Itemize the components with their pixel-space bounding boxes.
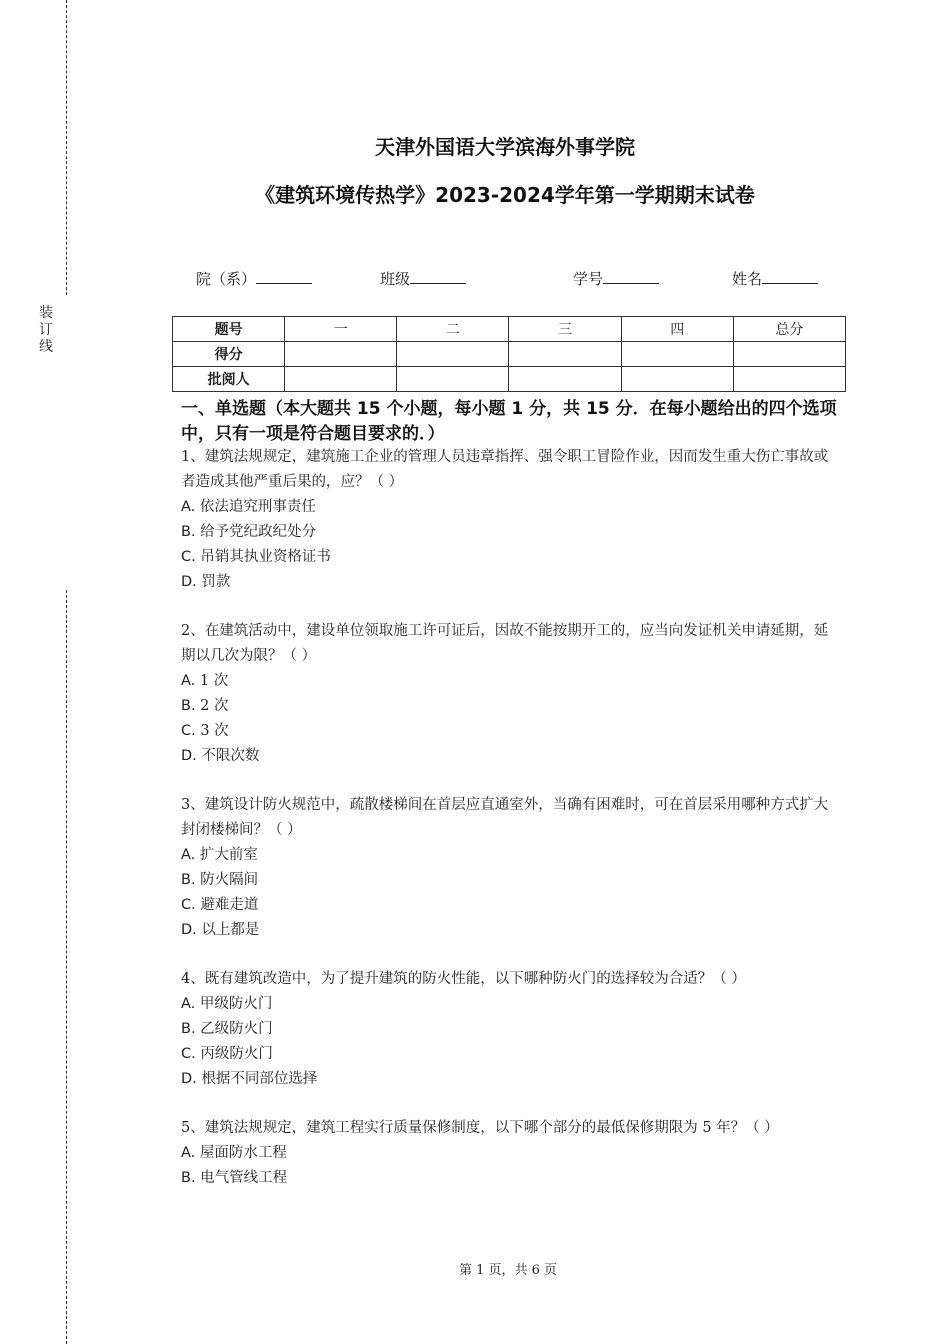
- department-blank[interactable]: [256, 269, 312, 284]
- question-stem: 4、既有建筑改造中，为了提升建筑的防火性能，以下哪种防火门的选择较为合适？（ ）: [181, 971, 746, 987]
- student-id-field[interactable]: [573, 268, 659, 289]
- exam-title: 《建筑环境传热学》2023-2024学年第一学期期末试卷: [255, 183, 755, 207]
- question-1: [181, 445, 841, 595]
- option-letter: D.: [181, 748, 197, 764]
- option-text: 吊销其执业资格证书: [195, 549, 331, 565]
- option-b[interactable]: [181, 868, 841, 893]
- score-table-header-cell: 总分: [733, 317, 845, 342]
- option-letter: C.: [181, 1046, 196, 1062]
- name-field[interactable]: [732, 268, 818, 289]
- option-text: 1 次: [195, 673, 229, 689]
- score-table-header-cell: 二: [397, 317, 509, 342]
- option-c[interactable]: [181, 545, 841, 570]
- option-d[interactable]: [181, 744, 841, 769]
- score-cell[interactable]: [285, 342, 397, 367]
- option-text: 2 次: [195, 698, 229, 714]
- option-letter: A.: [181, 847, 196, 863]
- option-a[interactable]: [181, 843, 841, 868]
- question-5: [181, 1116, 841, 1191]
- option-text: 屋面防水工程: [195, 1145, 287, 1161]
- score-table-header-cell: 四: [621, 317, 733, 342]
- grader-cell[interactable]: [285, 367, 397, 392]
- option-d[interactable]: [181, 918, 841, 943]
- option-b[interactable]: [181, 520, 841, 545]
- question-4: [181, 967, 841, 1092]
- option-letter: D.: [181, 574, 197, 590]
- section-heading: 一、单选题（本大题共 15 个小题，每小题 1 分，共 15 分．在每小题给出的四个选项中，只有一项是符合题目要求的．）: [181, 399, 837, 444]
- binding-char: 线: [39, 339, 53, 355]
- question-2: [181, 619, 841, 769]
- option-a[interactable]: [181, 669, 841, 694]
- score-table-header-row: [173, 317, 846, 342]
- option-letter: B.: [181, 698, 196, 714]
- option-a[interactable]: [181, 992, 841, 1017]
- option-b[interactable]: [181, 1017, 841, 1042]
- score-table-header-cell: 一: [285, 317, 397, 342]
- option-text: 丙级防火门: [195, 1046, 273, 1062]
- name-label: 姓名: [732, 270, 763, 288]
- department-label: 院（系）: [196, 270, 257, 288]
- score-table-header-cell: 三: [509, 317, 621, 342]
- option-text: 不限次数: [196, 748, 260, 764]
- question-3: [181, 793, 841, 943]
- score-cell[interactable]: [621, 342, 733, 367]
- option-letter: C.: [181, 723, 196, 739]
- option-text: 乙级防火门: [195, 1021, 273, 1037]
- score-row-label: 得分: [173, 342, 285, 367]
- binding-line-bottom: [66, 590, 67, 1344]
- option-text: 给予党纪政纪处分: [195, 524, 317, 540]
- option-letter: A.: [181, 996, 196, 1012]
- option-letter: D.: [181, 1071, 197, 1087]
- option-text: 以上都是: [196, 922, 260, 938]
- score-cell[interactable]: [733, 342, 845, 367]
- option-letter: A.: [181, 499, 196, 515]
- binding-char: 装: [39, 305, 53, 321]
- option-c[interactable]: [181, 893, 841, 918]
- option-text: 避难走道: [195, 897, 259, 913]
- binding-char: 订: [39, 322, 53, 338]
- student-info-row: [0, 268, 950, 292]
- question-stem: 2、在建筑活动中，建设单位领取施工许可证后，因故不能按期开工的，应当向发证机关申请延期，延期以几次为限？（ ）: [181, 623, 829, 664]
- option-letter: A.: [181, 673, 196, 689]
- question-stem: 5、建筑法规规定，建筑工程实行质量保修制度，以下哪个部分的最低保修期限为 5 年？（ ）: [181, 1120, 779, 1136]
- score-table-row: [173, 367, 846, 392]
- option-letter: B.: [181, 1021, 196, 1037]
- option-letter: B.: [181, 1170, 196, 1186]
- grader-cell[interactable]: [733, 367, 845, 392]
- option-text: 扩大前室: [195, 847, 258, 863]
- option-letter: B.: [181, 872, 196, 888]
- class-label: 班级: [380, 270, 411, 288]
- option-letter: D.: [181, 922, 197, 938]
- option-a[interactable]: [181, 1141, 841, 1166]
- score-table: [172, 316, 846, 392]
- option-text: 依法追究刑事责任: [195, 499, 316, 515]
- score-table-header-cell: 题号: [173, 317, 285, 342]
- option-b[interactable]: [181, 1166, 841, 1191]
- student-id-blank[interactable]: [603, 269, 659, 284]
- option-c[interactable]: [181, 719, 841, 744]
- score-cell[interactable]: [509, 342, 621, 367]
- score-cell[interactable]: [397, 342, 509, 367]
- option-a[interactable]: [181, 495, 841, 520]
- binding-label: [38, 305, 54, 356]
- option-text: 根据不同部位选择: [196, 1071, 318, 1087]
- question-stem: 3、建筑设计防火规范中，疏散楼梯间在首层应直通室外，当确有困难时，可在首层采用哪种方式扩大封闭楼梯间？（ ）: [181, 797, 829, 838]
- school-title: 天津外国语大学滨海外事学院: [375, 135, 635, 159]
- option-text: 罚款: [196, 574, 231, 590]
- option-letter: C.: [181, 549, 196, 565]
- option-b[interactable]: [181, 694, 841, 719]
- page-number: 第 1 页，共 6 页: [458, 1263, 558, 1278]
- option-letter: C.: [181, 897, 196, 913]
- score-table-row: [173, 342, 846, 367]
- option-text: 防火隔间: [195, 872, 259, 888]
- option-d[interactable]: [181, 570, 841, 595]
- name-blank[interactable]: [762, 269, 818, 284]
- department-field[interactable]: [196, 268, 312, 289]
- option-letter: A.: [181, 1145, 196, 1161]
- student-id-label: 学号: [573, 270, 604, 288]
- option-text: 电气管线工程: [195, 1170, 288, 1186]
- option-text: 甲级防火门: [195, 996, 273, 1012]
- question-stem: 1、建筑法规规定，建筑施工企业的管理人员违章指挥、强令职工冒险作业，因而发生重大伤亡事故或者造成其他严重后果的，应？（ ）: [181, 449, 829, 490]
- class-blank[interactable]: [410, 269, 466, 284]
- option-text: 3 次: [195, 723, 229, 739]
- option-d[interactable]: [181, 1067, 841, 1092]
- grader-row-label: 批阅人: [173, 367, 285, 392]
- grader-cell[interactable]: [621, 367, 733, 392]
- option-letter: B.: [181, 524, 196, 540]
- question-list: [181, 445, 841, 1215]
- grader-cell[interactable]: [509, 367, 621, 392]
- grader-cell[interactable]: [397, 367, 509, 392]
- class-field[interactable]: [380, 268, 466, 289]
- option-c[interactable]: [181, 1042, 841, 1067]
